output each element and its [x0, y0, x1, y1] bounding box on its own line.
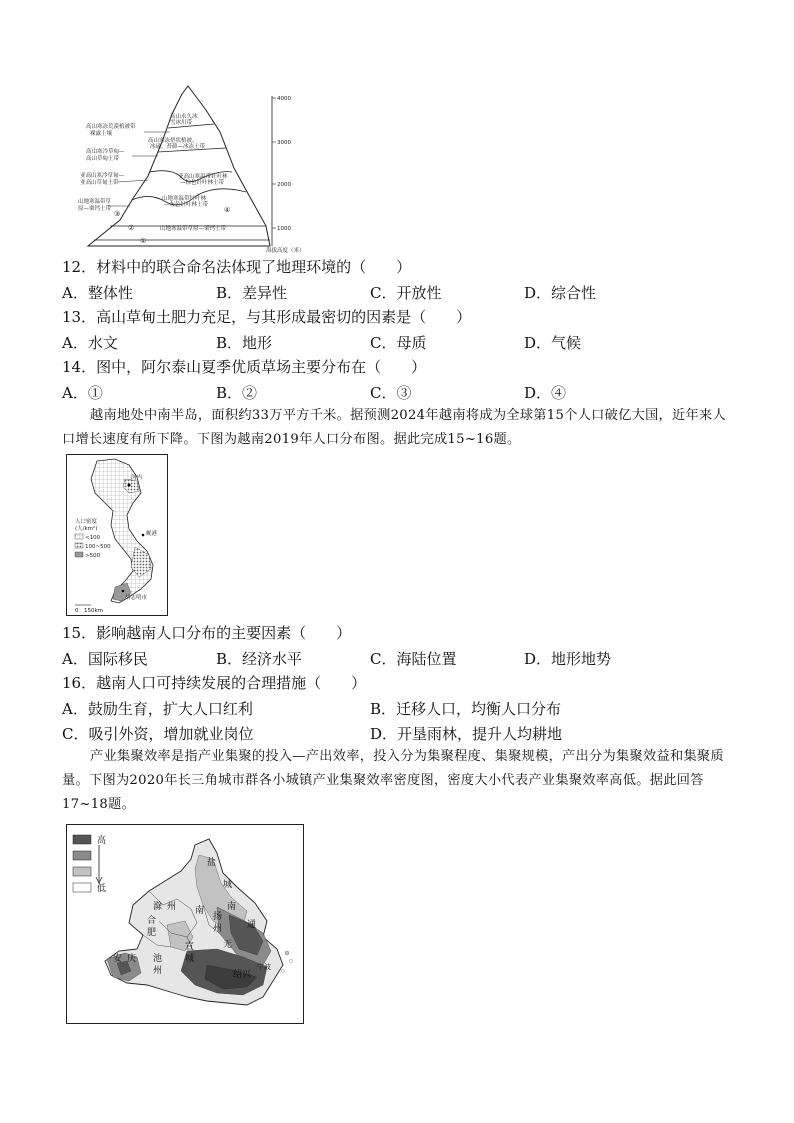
question-13-option-c[interactable]: C．母质	[370, 334, 427, 352]
question-15-option-a[interactable]: A．国际移民	[62, 650, 148, 668]
label-steppe-zone: 山地寒温带草原—栗钙土带	[160, 226, 227, 232]
question-15-stem: 15．影响越南人口分布的主要因素（ ）	[62, 624, 352, 642]
city-danang: 岘港	[146, 531, 158, 537]
legend-swatch-low	[75, 534, 83, 539]
label-nan-2: 南	[195, 906, 205, 916]
question-14-option-b[interactable]: B．②	[216, 384, 258, 402]
label-subalpine-meadow: 亚高山寒冷草甸—	[80, 173, 125, 179]
city-hochiminh: 胡志明市	[125, 595, 148, 601]
label-fei: 肥	[147, 928, 157, 938]
question-15-option-d[interactable]: D．地形地势	[524, 650, 612, 668]
label-forest: 山地寒温带针叶林	[162, 196, 207, 202]
legend-swatch-4	[73, 883, 91, 892]
question-15-option-c[interactable]: C．海陆位置	[370, 650, 457, 668]
zone-number-1: ①	[140, 237, 147, 245]
label-zhou-3: 州	[153, 966, 163, 976]
mountain-figure	[70, 80, 320, 255]
label-ningbo: 宁波	[257, 963, 271, 971]
label-an: 安	[113, 954, 123, 964]
legend-swatch-mid	[75, 543, 83, 548]
vietnam-map-svg	[67, 455, 167, 615]
zone-number-3: ③	[114, 210, 121, 218]
label-xuan: 宣	[185, 942, 195, 952]
label-subalpine-forest: 亚高山寒温带针叶林	[178, 174, 228, 180]
legend-swatch-2	[73, 851, 91, 860]
axis-tick-4000: 4000	[277, 96, 291, 102]
question-14-option-a[interactable]: A．①	[62, 384, 103, 402]
axis-tick-1000: 1000	[277, 226, 291, 232]
question-12-option-c[interactable]: C．开放性	[370, 284, 442, 302]
question-12-option-a[interactable]: A．整体性	[62, 284, 133, 302]
label-chu: 滁	[153, 902, 163, 912]
legend-high: >500	[85, 553, 101, 559]
legend-mid: 100~500	[85, 544, 111, 550]
label-subalpine-meadow-soil: 亚高山草甸土带	[80, 180, 119, 186]
legend-title: 人口密度	[75, 519, 98, 525]
question-16-option-c[interactable]: C．吸引外资，增加就业岗位	[62, 725, 254, 743]
label-cushion-2: 冰碛、苔藓—冰冻土带	[150, 144, 206, 150]
label-chestnut-soil: 原—栗钙土带	[78, 206, 112, 212]
legend-swatch-3	[73, 867, 91, 876]
label-cheng-2: 城	[185, 954, 195, 964]
label-chi: 池	[153, 954, 163, 964]
label-qing: 庆	[127, 954, 137, 964]
question-16-option-b[interactable]: B．迁移人口，均衡人口分布	[370, 700, 562, 718]
zone-number-4: ④	[224, 206, 231, 214]
question-14-option-d[interactable]: D．④	[524, 384, 567, 402]
legend-swatch-1	[73, 835, 91, 844]
question-13-stem: 13．高山草甸土肥力充足，与其形成最密切的因素是（ ）	[62, 308, 472, 326]
city-hanoi: 河内	[131, 475, 143, 481]
question-13-option-d[interactable]: D．气候	[524, 334, 582, 352]
label-cheng: 城	[223, 880, 233, 890]
zone-number-2: ②	[128, 224, 135, 232]
question-16-stem: 16．越南人口可持续发展的合理措施（ ）	[62, 674, 367, 692]
label-zhou: 州	[167, 902, 177, 912]
question-14-stem: 14．图中，阿尔泰山夏季优质草场主要分布在（ ）	[62, 358, 427, 376]
label-alpine-desert: 高山寒冻荒漠植被带	[86, 124, 136, 130]
label-zhou-2: 州	[213, 924, 223, 934]
label-brown-soil: —棕色针叶林土带	[180, 180, 225, 186]
question-12-option-d[interactable]: D．综合性	[524, 284, 597, 302]
question-14-option-c[interactable]: C．③	[370, 384, 412, 402]
axis-tick-2000: 2000	[277, 182, 291, 188]
vietnam-map	[66, 454, 168, 616]
axis-tick-3000: 3000	[277, 140, 291, 146]
question-15-option-b[interactable]: B．经济水平	[216, 650, 303, 668]
label-wu: 无	[223, 940, 233, 950]
label-glacier-2: 雪冰川带	[170, 120, 193, 126]
label-alpine-meadow: 高山寒冷草甸—	[86, 149, 125, 155]
question-12-stem: 12．材料中的联合命名法体现了地理环境的（ ）	[62, 258, 412, 276]
label-steppe: 山地寒温带草	[78, 199, 112, 205]
legend-unit: (人/km²)	[75, 526, 98, 532]
yangtze-delta-map	[66, 824, 304, 1024]
label-cushion: 高山寒冻垫状植被、	[148, 138, 198, 144]
question-13-option-b[interactable]: B．地形	[216, 334, 273, 352]
question-16-option-d[interactable]: D．开垦雨林，提升人均耕地	[370, 725, 563, 743]
question-16-option-a[interactable]: A．鼓励生育，扩大人口红利	[62, 700, 253, 718]
label-bare-soil: 裸露土壤	[90, 131, 113, 137]
label-alpine-meadow-soil: 高山草甸土带	[86, 156, 120, 162]
label-glacier: 高山永久冰	[170, 114, 198, 120]
axis-label: 海拔高度（米）	[266, 248, 305, 254]
mountain-diagram	[70, 80, 320, 255]
label-tong: 通	[247, 920, 257, 930]
scale-bar: 0 150km	[75, 608, 104, 614]
question-13-option-a[interactable]: A．水文	[62, 334, 118, 352]
legend-low: <100	[85, 535, 101, 541]
passage-vietnam: 越南地处中南半岛，面积约33万平方千米。据预测2024年越南将成为全球第15个人口破亿大国，近年来人口增长速度有所下降。下图为越南2019年人口分布图。据此完成15~16题。	[62, 408, 726, 447]
passage-yangtze-delta: 产业集聚效率是指产业集聚的投入—产出效率，投入分为集聚程度、集聚规模，产出分为集聚效益和集聚质量。下图为2020年长三角城市群各小城镇产业集聚效率密度图，密度大小代表产业集聚效率高低。据此回答17~18题。	[62, 749, 724, 812]
legend-high: 高	[97, 836, 107, 846]
label-shaoxing: 绍兴	[233, 970, 252, 980]
label-grey-soil: —灰色针叶林土带	[164, 202, 209, 208]
yangtze-delta-map-svg	[67, 825, 303, 1023]
label-nan: 南	[227, 902, 237, 912]
legend-swatch-high	[75, 552, 83, 557]
label-yan: 盐	[207, 858, 217, 868]
legend-low: 低	[97, 884, 107, 894]
label-yang: 扬	[213, 912, 223, 922]
question-12-option-b[interactable]: B．差异性	[216, 284, 288, 302]
label-he: 合	[147, 916, 157, 926]
